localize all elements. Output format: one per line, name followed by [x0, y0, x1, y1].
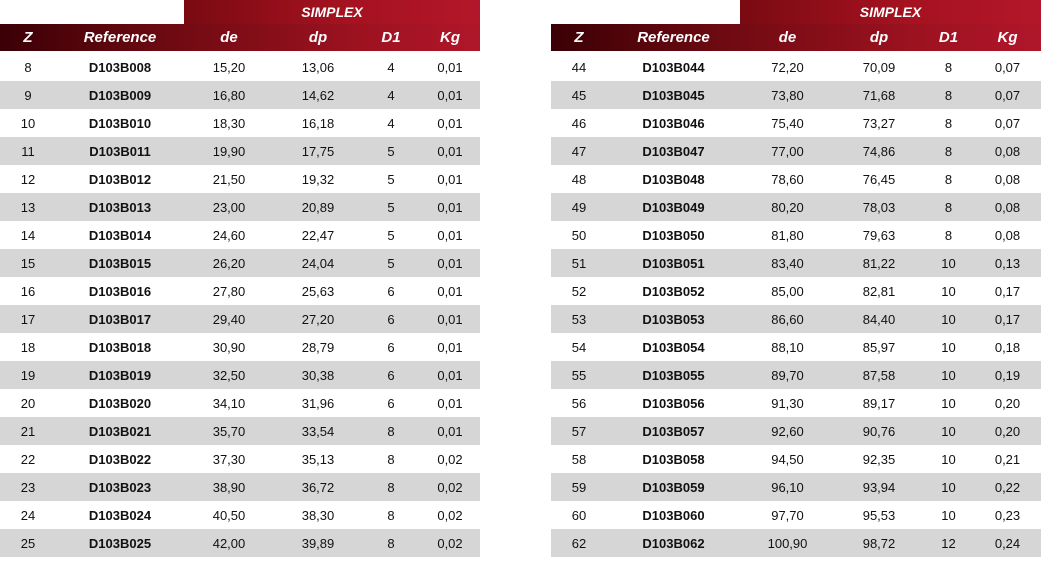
table-row [0, 277, 480, 305]
cell-kg: 0,07 [994, 59, 1021, 75]
column-header-reference: Reference [83, 29, 157, 46]
cell-d1: 6 [387, 339, 395, 355]
cell-kg: 0,17 [994, 283, 1021, 299]
cell-reference: D103B045 [642, 87, 705, 103]
cell-reference: D103B056 [642, 395, 705, 411]
column-header-dp: dp [869, 29, 889, 46]
cell-d1: 8 [387, 507, 395, 523]
cell-reference: D103B016 [88, 283, 152, 299]
cell-dp: 92,35 [862, 451, 896, 467]
cell-z: 47 [571, 143, 587, 159]
cell-kg: 0,01 [437, 367, 463, 383]
cell-kg: 0,20 [994, 423, 1021, 439]
cell-z: 57 [571, 423, 587, 439]
table-row [551, 473, 1041, 501]
cell-d1: 4 [387, 115, 395, 131]
cell-d1: 8 [387, 451, 395, 467]
column-header-de: de [220, 29, 238, 46]
cell-dp: 13,06 [301, 59, 335, 75]
cell-d1: 10 [941, 255, 956, 271]
cell-d1: 12 [941, 535, 956, 551]
cell-d1: 10 [941, 479, 956, 495]
cell-reference: D103B062 [642, 535, 705, 551]
cell-dp: 71,68 [862, 87, 896, 103]
cell-reference: D103B020 [88, 395, 152, 411]
cell-kg: 0,17 [994, 311, 1021, 327]
cell-d1: 4 [387, 87, 395, 103]
cell-z: 17 [20, 311, 36, 327]
cell-dp: 70,09 [862, 59, 896, 75]
cell-d1: 10 [941, 423, 956, 439]
cell-reference: D103B055 [642, 367, 705, 383]
cell-z: 19 [20, 367, 36, 383]
group-header-simplex: SIMPLEX [184, 0, 480, 24]
table-row [551, 417, 1041, 445]
table-row [0, 361, 480, 389]
table-row [551, 333, 1041, 361]
table-row [0, 109, 480, 137]
cell-dp: 14,62 [301, 87, 335, 103]
table-row [0, 53, 480, 81]
cell-dp: 87,58 [862, 367, 896, 383]
cell-de: 21,50 [212, 171, 246, 187]
cell-de: 97,70 [771, 507, 804, 523]
cell-de: 29,40 [212, 311, 246, 327]
table-row [551, 305, 1041, 333]
cell-d1: 8 [944, 59, 953, 75]
cell-de: 81,80 [771, 227, 804, 243]
cell-reference: D103B012 [88, 171, 152, 187]
cell-d1: 10 [941, 451, 956, 467]
cell-de: 30,90 [212, 339, 246, 355]
cell-dp: 74,86 [862, 143, 896, 159]
cell-de: 19,90 [212, 143, 246, 159]
table-row [551, 277, 1041, 305]
cell-d1: 8 [387, 535, 395, 551]
cell-z: 44 [571, 59, 587, 75]
cell-dp: 79,63 [862, 227, 896, 243]
cell-dp: 33,54 [301, 423, 335, 439]
cell-reference: D103B021 [88, 423, 152, 439]
cell-kg: 0,01 [437, 143, 463, 159]
cell-reference: D103B009 [88, 87, 152, 103]
cell-dp: 73,27 [862, 115, 896, 131]
cell-z: 10 [20, 115, 36, 131]
cell-reference: D103B044 [642, 59, 705, 75]
cell-z: 8 [24, 59, 32, 75]
cell-d1: 6 [387, 311, 395, 327]
table-row [0, 529, 480, 557]
cell-kg: 0,01 [437, 255, 463, 271]
column-header-de: de [778, 29, 797, 46]
table-row [551, 501, 1041, 529]
cell-d1: 5 [387, 199, 395, 215]
cell-z: 21 [20, 423, 36, 439]
cell-z: 18 [20, 339, 36, 355]
cell-reference: D103B022 [88, 451, 152, 467]
cell-reference: D103B011 [89, 143, 151, 159]
table-row [0, 473, 480, 501]
cell-dp: 81,22 [862, 255, 896, 271]
table-row [0, 305, 480, 333]
cell-z: 56 [571, 395, 587, 411]
cell-reference: D103B013 [88, 199, 152, 215]
cell-z: 62 [571, 535, 587, 551]
cell-kg: 0,02 [437, 479, 463, 495]
table-row [0, 249, 480, 277]
cell-kg: 0,01 [437, 171, 463, 187]
cell-dp: 82,81 [862, 283, 896, 299]
cell-dp: 78,03 [862, 199, 896, 215]
column-header-kg: Kg [997, 29, 1018, 46]
cell-kg: 0,19 [994, 367, 1021, 383]
cell-kg: 0,01 [437, 311, 463, 327]
cell-z: 55 [571, 367, 587, 383]
cell-z: 25 [20, 535, 36, 551]
cell-z: 9 [24, 87, 32, 103]
column-header-z: Z [23, 29, 33, 46]
table-row [0, 137, 480, 165]
cell-kg: 0,01 [437, 395, 463, 411]
cell-d1: 5 [387, 255, 395, 271]
cell-de: 73,80 [771, 87, 804, 103]
cell-z: 51 [571, 255, 587, 271]
cell-kg: 0,07 [994, 87, 1021, 103]
cell-kg: 0,20 [994, 395, 1021, 411]
column-header-d1: D1 [938, 29, 959, 46]
cell-de: 91,30 [771, 395, 804, 411]
cell-de: 75,40 [771, 115, 804, 131]
cell-dp: 39,89 [301, 535, 335, 551]
cell-z: 49 [571, 199, 587, 215]
cell-reference: D103B046 [642, 115, 705, 131]
cell-reference: D103B047 [642, 143, 705, 159]
cell-de: 80,20 [771, 199, 804, 215]
cell-dp: 84,40 [862, 311, 896, 327]
cell-z: 16 [20, 283, 36, 299]
cell-reference: D103B053 [642, 311, 705, 327]
cell-dp: 25,63 [301, 283, 335, 299]
cell-d1: 5 [387, 143, 395, 159]
cell-z: 45 [571, 87, 587, 103]
cell-d1: 8 [944, 171, 953, 187]
cell-z: 58 [571, 451, 587, 467]
column-header-kg: Kg [440, 29, 460, 46]
cell-reference: D103B048 [642, 171, 705, 187]
cell-de: 92,60 [771, 423, 804, 439]
cell-reference: D103B057 [642, 423, 705, 439]
table-row [0, 501, 480, 529]
column-header-d1: D1 [381, 29, 401, 46]
cell-de: 85,00 [771, 283, 804, 299]
cell-z: 14 [20, 227, 36, 243]
cell-dp: 30,38 [301, 367, 335, 383]
cell-kg: 0,08 [994, 227, 1021, 243]
table-row [551, 109, 1041, 137]
cell-dp: 17,75 [301, 143, 335, 159]
cell-z: 12 [20, 171, 36, 187]
table-row [551, 361, 1041, 389]
cell-d1: 10 [941, 311, 956, 327]
cell-de: 27,80 [212, 283, 246, 299]
cell-z: 50 [571, 227, 587, 243]
table-body [0, 53, 480, 557]
cell-de: 89,70 [771, 367, 804, 383]
cell-d1: 6 [387, 283, 395, 299]
table-row [0, 417, 480, 445]
cell-de: 15,20 [212, 59, 246, 75]
cell-d1: 6 [387, 395, 395, 411]
cell-reference: D103B010 [88, 115, 152, 131]
table-row [0, 165, 480, 193]
cell-dp: 35,13 [301, 451, 335, 467]
cell-dp: 22,47 [301, 227, 335, 243]
cell-de: 23,00 [212, 199, 246, 215]
cell-reference: D103B025 [88, 535, 152, 551]
cell-de: 26,20 [212, 255, 246, 271]
cell-de: 37,30 [212, 451, 246, 467]
cell-d1: 8 [387, 423, 395, 439]
cell-dp: 95,53 [862, 507, 896, 523]
column-header-z: Z [574, 29, 584, 46]
cell-dp: 76,45 [862, 171, 896, 187]
cell-de: 24,60 [212, 227, 246, 243]
cell-de: 40,50 [212, 507, 246, 523]
cell-kg: 0,24 [994, 535, 1021, 551]
cell-d1: 8 [944, 227, 953, 243]
cell-kg: 0,02 [437, 535, 463, 551]
cell-kg: 0,07 [994, 115, 1021, 131]
cell-de: 88,10 [771, 339, 804, 355]
table-row [551, 529, 1041, 557]
cell-kg: 0,02 [437, 451, 463, 467]
cell-reference: D103B051 [642, 255, 705, 271]
table-row [551, 193, 1041, 221]
cell-dp: 85,97 [862, 339, 896, 355]
cell-kg: 0,01 [437, 339, 463, 355]
table-row [0, 81, 480, 109]
cell-de: 38,90 [212, 479, 246, 495]
cell-kg: 0,01 [437, 115, 463, 131]
cell-kg: 0,01 [437, 199, 463, 215]
cell-dp: 98,72 [862, 535, 896, 551]
cell-reference: D103B015 [88, 255, 152, 271]
cell-de: 16,80 [212, 87, 246, 103]
cell-dp: 19,32 [301, 171, 335, 187]
cell-reference: D103B019 [88, 367, 152, 383]
cell-reference: D103B050 [642, 227, 705, 243]
cell-z: 48 [571, 171, 587, 187]
cell-z: 59 [571, 479, 587, 495]
cell-reference: D103B008 [88, 59, 152, 75]
cell-d1: 8 [387, 479, 395, 495]
cell-z: 15 [20, 255, 36, 271]
cell-z: 52 [571, 283, 587, 299]
cell-z: 60 [571, 507, 587, 523]
table-row [0, 193, 480, 221]
cell-de: 78,60 [771, 171, 804, 187]
cell-reference: D103B052 [642, 283, 705, 299]
cell-reference: D103B018 [88, 339, 152, 355]
cell-reference: D103B059 [642, 479, 705, 495]
table-row [551, 81, 1041, 109]
cell-z: 11 [21, 143, 35, 159]
table-row [551, 249, 1041, 277]
cell-reference: D103B060 [642, 507, 705, 523]
cell-d1: 6 [387, 367, 395, 383]
cell-kg: 0,08 [994, 199, 1021, 215]
cell-de: 96,10 [771, 479, 804, 495]
cell-dp: 38,30 [301, 507, 335, 523]
cell-kg: 0,01 [437, 283, 463, 299]
cell-z: 13 [20, 199, 36, 215]
cell-de: 86,60 [771, 311, 804, 327]
cell-d1: 10 [941, 339, 956, 355]
cell-d1: 10 [941, 367, 956, 383]
cell-dp: 28,79 [301, 339, 335, 355]
cell-dp: 24,04 [301, 255, 335, 271]
cell-kg: 0,13 [994, 255, 1021, 271]
cell-de: 83,40 [771, 255, 804, 271]
cell-z: 23 [20, 479, 36, 495]
table-row [551, 53, 1041, 81]
cell-kg: 0,08 [994, 171, 1021, 187]
column-header-row [551, 24, 1041, 51]
table-row [551, 445, 1041, 473]
cell-dp: 16,18 [301, 115, 335, 131]
cell-reference: D103B024 [88, 507, 152, 523]
cell-kg: 0,08 [994, 143, 1021, 159]
table-row [0, 333, 480, 361]
cell-d1: 4 [387, 59, 395, 75]
cell-de: 72,20 [771, 59, 804, 75]
cell-reference: D103B058 [642, 451, 705, 467]
cell-kg: 0,18 [994, 339, 1021, 355]
table-row [551, 137, 1041, 165]
cell-z: 20 [20, 395, 36, 411]
cell-reference: D103B023 [88, 479, 152, 495]
cell-d1: 5 [387, 227, 395, 243]
cell-z: 24 [20, 507, 36, 523]
table-row [551, 221, 1041, 249]
cell-kg: 0,22 [994, 479, 1021, 495]
cell-reference: D103B054 [642, 339, 705, 355]
table-row [0, 221, 480, 249]
table-row [551, 389, 1041, 417]
column-header-reference: Reference [637, 29, 710, 46]
cell-dp: 31,96 [301, 395, 335, 411]
cell-d1: 8 [944, 143, 953, 159]
cell-de: 32,50 [212, 367, 246, 383]
cell-z: 53 [571, 311, 587, 327]
cell-d1: 10 [941, 395, 956, 411]
cell-z: 22 [20, 451, 36, 467]
cell-kg: 0,23 [994, 507, 1021, 523]
column-header-dp: dp [308, 29, 328, 46]
column-header-row [0, 24, 480, 51]
cell-z: 46 [571, 115, 587, 131]
cell-de: 100,90 [767, 535, 808, 551]
cell-de: 34,10 [212, 395, 246, 411]
cell-reference: D103B017 [88, 311, 152, 327]
cell-kg: 0,21 [994, 451, 1021, 467]
cell-kg: 0,01 [437, 87, 463, 103]
cell-de: 18,30 [212, 115, 246, 131]
cell-reference: D103B049 [642, 199, 705, 215]
cell-kg: 0,01 [437, 227, 463, 243]
cell-kg: 0,01 [437, 59, 463, 75]
cell-de: 35,70 [212, 423, 246, 439]
table-body [551, 53, 1041, 557]
cell-kg: 0,01 [437, 423, 463, 439]
table-row [0, 389, 480, 417]
table-row [0, 445, 480, 473]
cell-dp: 20,89 [301, 199, 335, 215]
cell-d1: 8 [944, 199, 953, 215]
cell-d1: 10 [941, 283, 956, 299]
cell-reference: D103B014 [88, 227, 152, 243]
table-row [551, 165, 1041, 193]
cell-dp: 93,94 [862, 479, 896, 495]
cell-d1: 8 [944, 87, 953, 103]
cell-dp: 89,17 [862, 395, 896, 411]
cell-dp: 90,76 [862, 423, 896, 439]
group-header-simplex: SIMPLEX [740, 0, 1041, 24]
cell-dp: 36,72 [301, 479, 335, 495]
cell-de: 77,00 [771, 143, 804, 159]
cell-de: 42,00 [212, 535, 246, 551]
cell-de: 94,50 [771, 451, 804, 467]
cell-dp: 27,20 [301, 311, 335, 327]
cell-z: 54 [571, 339, 587, 355]
cell-d1: 5 [387, 171, 395, 187]
cell-kg: 0,02 [437, 507, 463, 523]
cell-d1: 10 [941, 507, 956, 523]
cell-d1: 8 [944, 115, 953, 131]
